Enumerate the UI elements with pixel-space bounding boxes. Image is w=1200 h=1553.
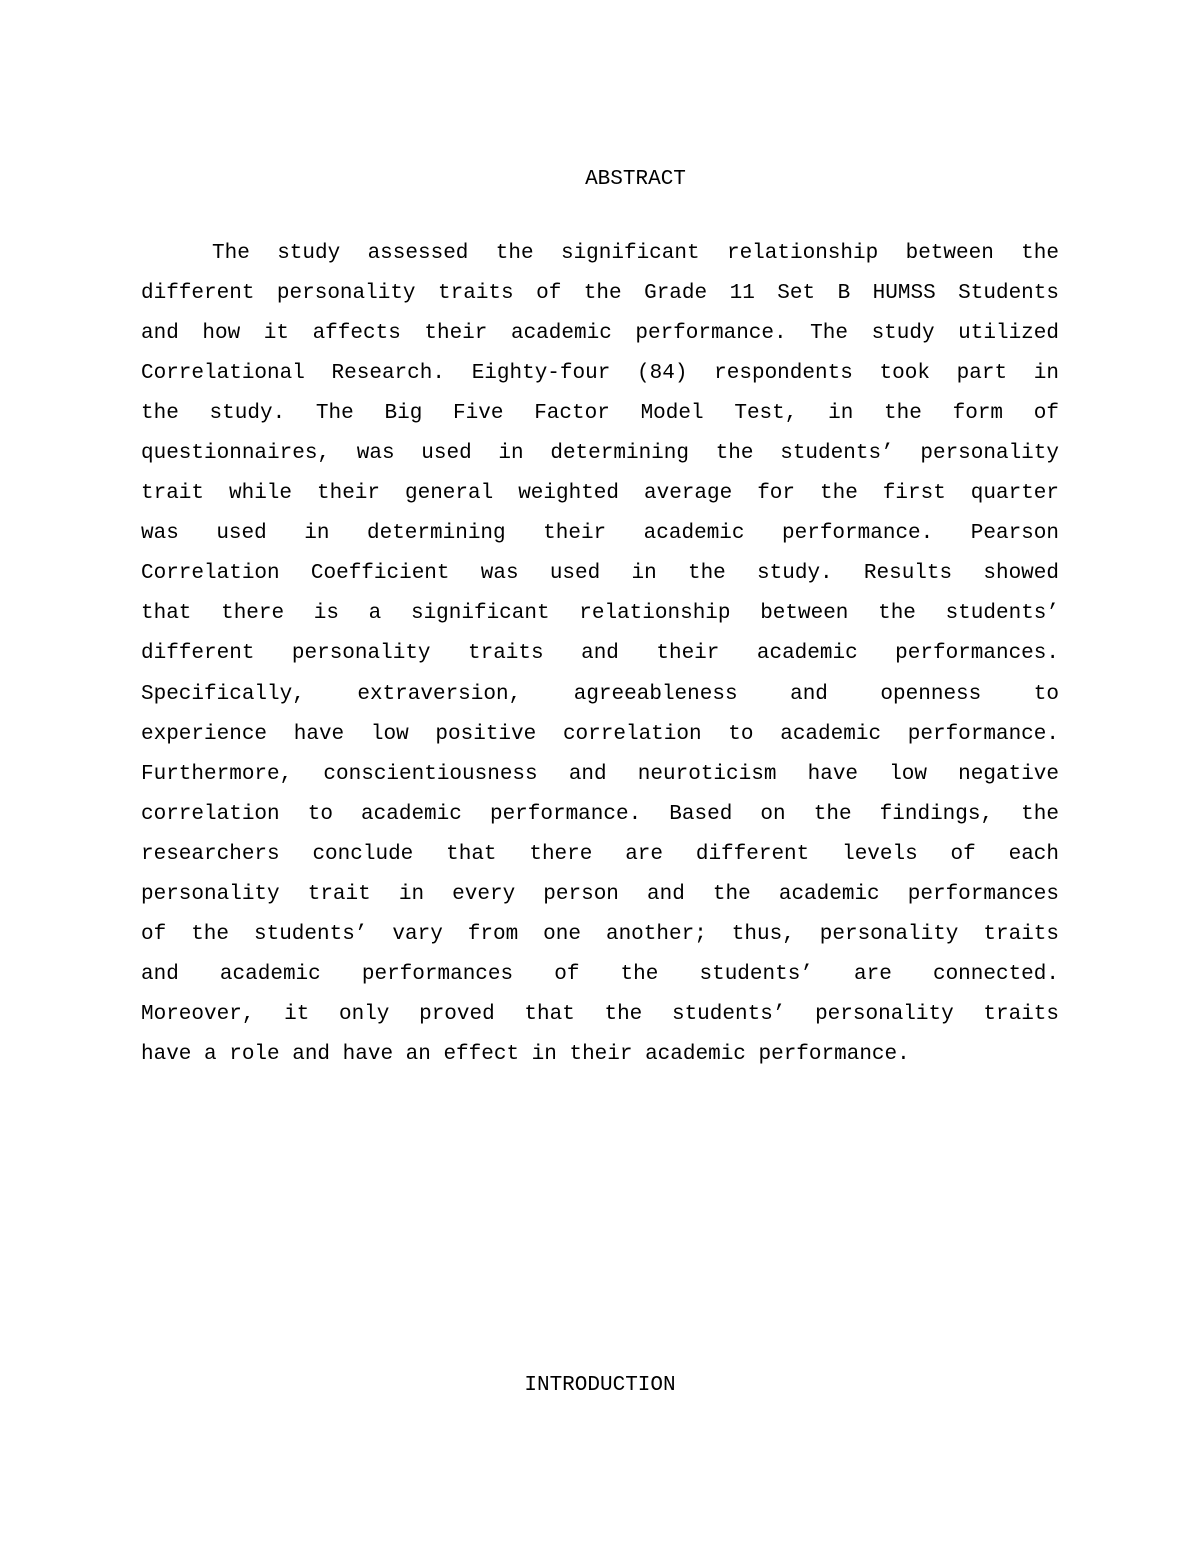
abstract-line: different personality traits of the Grade 11 Set B HUMSS Students [141,282,1059,306]
abstract-line: correlation to academic performance. Based on the findings, the [141,802,1059,826]
abstract-line: the study. The Big Five Factor Model Test, in the form of [141,402,1059,426]
abstract-line: different personality traits and their academic performances. [141,642,1059,666]
abstract-line: trait while their general weighted average for the first quarter [141,482,1059,506]
abstract-line: Correlational Research. Eighty-four (84) respondents took part in [141,362,1059,386]
abstract-line: experience have low positive correlation to academic performance. [141,722,1059,746]
abstract-paragraph [141,234,1059,1075]
abstract-heading: ABSTRACT [585,168,686,191]
abstract-line: of the students’ vary from one another; thus, personality traits [141,922,1059,946]
abstract-line: personality trait in every person and the academic performances [141,882,1059,906]
abstract-line: questionnaires, was used in determining the students’ personality [141,442,1059,466]
abstract-line: was used in determining their academic performance. Pearson [141,522,1059,546]
abstract-line: Correlation Coefficient was used in the study. Results showed [141,562,1059,586]
abstract-line: and academic performances of the students’ are connected. [141,962,1059,986]
abstract-line: Furthermore, conscientiousness and neuroticism have low negative [141,762,1059,786]
abstract-line: Moreover, it only proved that the students’ personality traits [141,1002,1059,1026]
abstract-line: researchers conclude that there are different levels of each [141,842,1059,866]
abstract-line: and how it affects their academic performance. The study utilized [141,322,1059,346]
abstract-line: that there is a significant relationship between the students’ [141,602,1059,626]
abstract-line: The study assessed the significant relationship between the [212,242,1059,265]
abstract-line: have a role and have an effect in their academic performance. [141,1042,910,1066]
introduction-heading: INTRODUCTION [524,1374,676,1397]
abstract-line: Specifically, extraversion, agreeableness and openness to [141,682,1059,706]
